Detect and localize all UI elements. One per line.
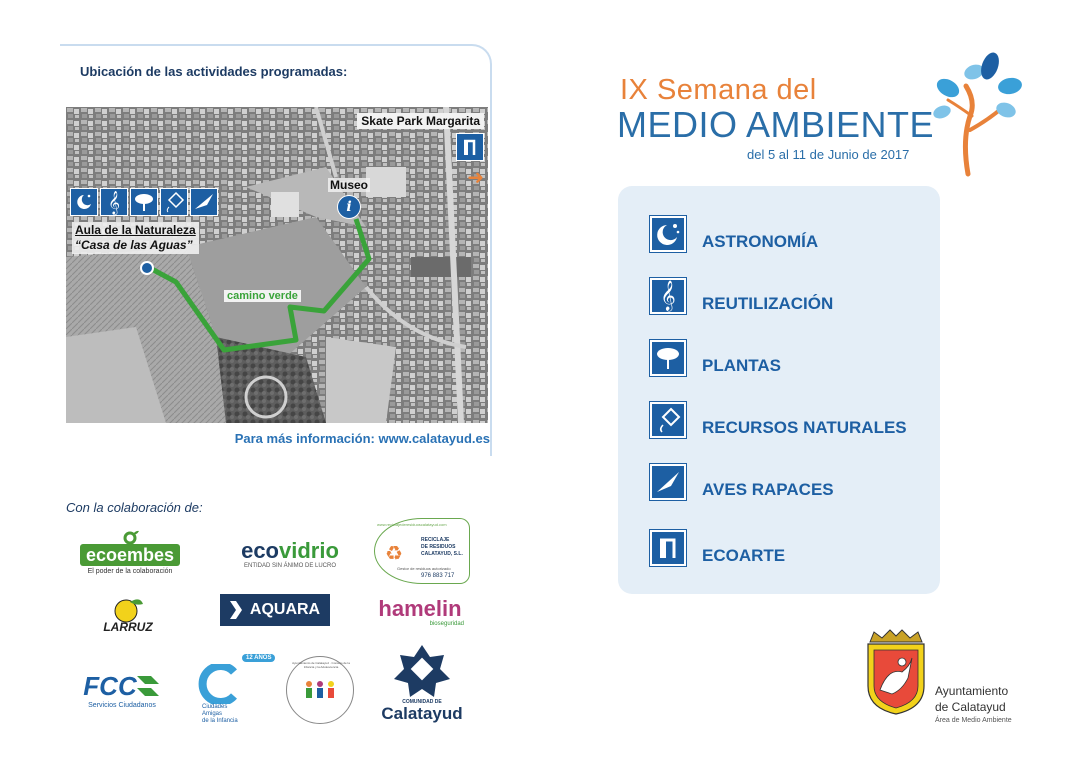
consejo-infancia-logo (286, 656, 354, 724)
ciudades-line1: Ciudades (202, 703, 228, 710)
comunidad-top: COMUNIDAD DE (402, 699, 442, 705)
event-edition: IX Semana del (620, 74, 817, 106)
ayuntamiento-line1: Ayuntamiento (935, 684, 1009, 698)
comunidad-calatayud-logo (376, 638, 468, 728)
fcc-arrows-icon (137, 674, 161, 700)
arrow-right-icon: ➜ (467, 165, 484, 189)
ecoembes-logo (70, 524, 190, 580)
moon-stars-icon (70, 188, 98, 216)
ecovidrio-logo (230, 536, 350, 572)
calatayud-coat-of-arms (862, 628, 930, 718)
consejo-ring-text: Ayuntamiento de Calatayud · Consejo de la Infancia y la Adolescencia (292, 661, 350, 669)
ecoembes-leaf-icon (120, 530, 140, 544)
fcc-name: FCC (83, 671, 137, 701)
reciclaje-line2: DE RESIDUOS (421, 544, 456, 550)
ayuntamiento-line3: Área de Medio Ambiente (935, 717, 1012, 724)
activity-label: RECURSOS NATURALES (702, 418, 907, 437)
activity-label: ASTRONOMÍA (702, 232, 819, 251)
tree-icon (650, 340, 686, 376)
bird-icon (650, 464, 686, 500)
recycle-icon: ♻ (385, 541, 403, 565)
activity-ecoarte (650, 530, 786, 566)
hamelin-tag: bioseguridad (429, 621, 464, 627)
treble-clef-icon: 𝄞 (100, 188, 128, 216)
reciclaje-phone: 976 883 717 (421, 573, 455, 579)
hamelin-logo (370, 594, 470, 630)
ciudades-amigas-logo (198, 654, 288, 726)
activities-panel (618, 186, 940, 594)
ecoembes-name: ecoembes (80, 544, 180, 566)
skate-park-label: Skate Park Margarita (357, 113, 484, 129)
aula-line1: Aula de la Naturaleza (75, 223, 196, 237)
museo-label: Museo (330, 178, 369, 192)
activity-aves-rapaces (650, 464, 834, 500)
ciudades-c-icon (198, 664, 242, 704)
tree-logo (928, 50, 1028, 180)
map-card (62, 44, 492, 456)
tree-icon (130, 188, 158, 216)
aula-marker (140, 261, 154, 275)
activity-label: ECOARTE (702, 546, 786, 565)
path-label: camino verde (224, 290, 301, 302)
ecovidrio-tag: ENTIDAD SIN ÁNIMO DE LUCRO (243, 563, 336, 569)
activity-label: AVES RAPACES (702, 480, 834, 499)
aquara-logo (220, 594, 330, 626)
moon-stars-icon (650, 216, 686, 252)
aula-label (72, 222, 199, 254)
hamelin-name: hamelin (378, 596, 462, 621)
skate-ramp-icon (650, 530, 686, 566)
event-title: MEDIO AMBIENTE (617, 104, 935, 145)
children-icon (303, 678, 337, 702)
ciudades-line2: Amigas (202, 710, 223, 717)
reciclaje-line4: Gestor de residuos autorizado (397, 566, 451, 571)
collab-title: Con la colaboración de: (66, 500, 203, 515)
activity-label: REUTILIZACIÓN (702, 294, 834, 313)
comunidad-name: Calatayud (381, 704, 463, 723)
reciclaje-logo (374, 518, 470, 584)
kite-icon (160, 188, 188, 216)
star-knot-icon (392, 643, 452, 699)
kite-icon (650, 402, 686, 438)
activity-astronomia (650, 216, 819, 252)
aquara-chevron-icon (230, 601, 242, 619)
info-icon: i (337, 195, 361, 219)
skate-ramp-icon (456, 133, 484, 161)
aula-line2: “Casa de las Aguas” (75, 238, 193, 252)
bird-icon (190, 188, 218, 216)
ayuntamiento-line2: de Calatayud (935, 700, 1006, 714)
activity-plantas (650, 340, 782, 376)
larruz-name: LARRUZ (103, 620, 153, 634)
more-info-link[interactable]: www.calatayud.es (378, 431, 490, 446)
larruz-logo (92, 590, 164, 640)
map-title: Ubicación de las actividades programadas: (80, 64, 348, 79)
ecoembes-tag: El poder de la colaboración (87, 567, 173, 575)
ecovidrio-vidrio: vidrio (279, 538, 339, 563)
activity-recursos-naturales (650, 402, 907, 438)
more-info (235, 431, 490, 446)
aquara-name: AQUARA (249, 601, 321, 618)
activity-label: PLANTAS (702, 356, 782, 375)
map-activity-icons (70, 188, 218, 216)
reciclaje-line3: CALATAYUD, S.L. (421, 551, 463, 557)
event-dates: del 5 al 11 de Junio de 2017 (747, 147, 910, 162)
reciclaje-url: www.reciclajederesiduoscalatayud.com (377, 522, 447, 527)
activity-reutilizacion (650, 278, 834, 314)
more-info-prefix: Para más información: (234, 431, 375, 446)
aerial-map (66, 107, 488, 423)
fcc-logo (80, 660, 164, 720)
treble-clef-icon: 𝄞 (650, 278, 686, 314)
fcc-tag: Servicios Ciudadanos (88, 702, 156, 709)
ecovidrio-eco: eco (241, 538, 279, 563)
reciclaje-line1: RECICLAJE (421, 537, 450, 543)
ciudades-line3: de la Infancia (202, 717, 238, 724)
ciudades-years: 12 AÑOS (242, 654, 275, 662)
